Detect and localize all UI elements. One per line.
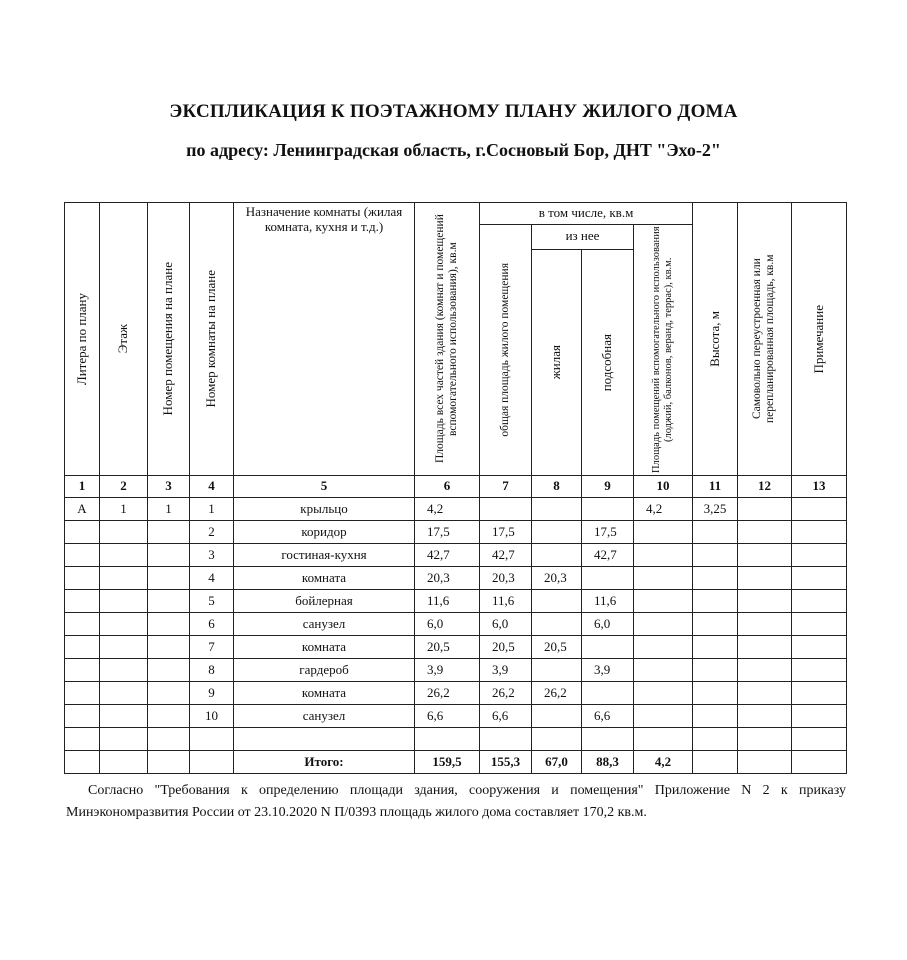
area-note: Согласно "Требования к определению площади здания, сооружения и помещения" Приложение N 2 к приказу Минэкономразвития России от 23.10.2020 N П/0393 площадь жилого дома составляет 170,2 кв.м. xyxy=(66,783,846,820)
table-cell: комната xyxy=(234,567,415,590)
table-cell: крыльцо xyxy=(234,498,415,521)
header-living: жилая xyxy=(532,249,582,475)
table-cell xyxy=(634,590,693,613)
table-cell xyxy=(693,613,738,636)
table-cell xyxy=(693,705,738,728)
table-cell xyxy=(100,682,148,705)
table-cell xyxy=(738,590,792,613)
document-address: по адресу: Ленинградская область, г.Сосновый Бор, ДНТ "Эхо-2" xyxy=(186,140,721,160)
table-cell: 3,9 xyxy=(582,659,634,682)
table-cell xyxy=(100,705,148,728)
table-cell xyxy=(532,521,582,544)
table-cell xyxy=(792,590,847,613)
table-cell: А xyxy=(65,498,100,521)
table-cell xyxy=(634,636,693,659)
table-cell xyxy=(693,659,738,682)
table-cell: 3,25 xyxy=(693,498,738,521)
table-cell xyxy=(693,636,738,659)
table-cell: 42,7 xyxy=(415,544,480,567)
table-cell: 6,0 xyxy=(582,613,634,636)
table-cell xyxy=(65,636,100,659)
table-cell: 1 xyxy=(100,498,148,521)
table-cell xyxy=(532,498,582,521)
table-cell xyxy=(693,521,738,544)
table-cell: комната xyxy=(234,636,415,659)
table-cell: 42,7 xyxy=(480,544,532,567)
table-cell xyxy=(148,659,190,682)
table-cell: 6,6 xyxy=(480,705,532,728)
table-row xyxy=(65,544,847,567)
table-row xyxy=(65,498,847,521)
table-cell xyxy=(148,682,190,705)
table-cell xyxy=(582,636,634,659)
table-cell: 10 xyxy=(190,705,234,728)
table-cell: 8 xyxy=(190,659,234,682)
table-cell xyxy=(792,544,847,567)
table-cell: 1 xyxy=(148,498,190,521)
table-cell: 6 xyxy=(190,613,234,636)
table-cell xyxy=(634,682,693,705)
table-cell xyxy=(148,636,190,659)
document-title: ЭКСПЛИКАЦИЯ К ПОЭТАЖНОМУ ПЛАНУ ЖИЛОГО ДОМА xyxy=(169,101,738,122)
table-cell xyxy=(148,567,190,590)
table-cell: комната xyxy=(234,682,415,705)
table-cell: 26,2 xyxy=(480,682,532,705)
table-cell xyxy=(65,682,100,705)
table-cell xyxy=(100,659,148,682)
table-cell xyxy=(532,728,582,751)
table-cell xyxy=(532,705,582,728)
header-utility: подсобная xyxy=(582,249,634,475)
table-cell xyxy=(634,613,693,636)
table-cell xyxy=(148,728,190,751)
table-cell xyxy=(100,613,148,636)
table-cell: 2 xyxy=(190,521,234,544)
table-row xyxy=(65,659,847,682)
table-cell xyxy=(792,613,847,636)
table-cell xyxy=(634,544,693,567)
table-cell: 6,6 xyxy=(582,705,634,728)
column-number-row: 1 2 3 4 5 6 7 8 9 10 11 12 13 xyxy=(65,476,847,498)
table-cell: 20,3 xyxy=(532,567,582,590)
table-cell xyxy=(480,498,532,521)
header-group-including: в том числе, кв.м xyxy=(480,203,693,225)
table-row xyxy=(65,567,847,590)
table-row xyxy=(65,521,847,544)
header-auxiliary-area: Площадь помещений вспомогательного использования (лоджий, балконов, веранд, террас), кв.м. xyxy=(634,225,693,476)
table-cell: 20,5 xyxy=(532,636,582,659)
table-cell xyxy=(738,659,792,682)
table-cell: 5 xyxy=(190,590,234,613)
table-cell xyxy=(100,728,148,751)
table-cell xyxy=(792,728,847,751)
header-room-number: Номер комнаты на плане xyxy=(190,203,234,476)
table-cell xyxy=(100,544,148,567)
table-cell: 26,2 xyxy=(415,682,480,705)
table-cell: 20,3 xyxy=(415,567,480,590)
table-cell: бойлерная xyxy=(234,590,415,613)
table-cell xyxy=(693,682,738,705)
table-cell xyxy=(480,728,532,751)
table-cell: гардероб xyxy=(234,659,415,682)
explication-table xyxy=(64,202,847,774)
table-cell xyxy=(738,544,792,567)
table-cell xyxy=(100,590,148,613)
table-cell: 17,5 xyxy=(415,521,480,544)
table-cell: гостиная-кухня xyxy=(234,544,415,567)
table-row xyxy=(65,682,847,705)
header-premise-number: Номер помещения на плане xyxy=(148,203,190,476)
table-cell: 20,5 xyxy=(415,636,480,659)
table-cell xyxy=(65,613,100,636)
table-cell xyxy=(738,521,792,544)
table-cell xyxy=(792,705,847,728)
table-cell xyxy=(738,682,792,705)
header-room-purpose: Назначение комнаты (жилая комната, кухня и т.д.) xyxy=(234,203,415,476)
table-cell: 7 xyxy=(190,636,234,659)
table-cell xyxy=(738,567,792,590)
table-cell xyxy=(792,521,847,544)
table-cell xyxy=(792,498,847,521)
header-group-of-it: из нее xyxy=(532,225,634,250)
table-cell xyxy=(738,705,792,728)
table-row xyxy=(65,613,847,636)
header-unauthorized-area: Самовольно переустроенная или перепланированная площадь, кв.м xyxy=(738,203,792,476)
table-cell: коридор xyxy=(234,521,415,544)
table-cell xyxy=(100,567,148,590)
table-cell: санузел xyxy=(234,613,415,636)
table-cell xyxy=(693,567,738,590)
table-cell: 26,2 xyxy=(532,682,582,705)
table-cell xyxy=(65,659,100,682)
header-height: Высота, м xyxy=(693,203,738,476)
table-cell xyxy=(65,590,100,613)
table-cell xyxy=(738,728,792,751)
table-cell xyxy=(582,728,634,751)
table-cell xyxy=(65,705,100,728)
table-cell xyxy=(148,544,190,567)
table-cell xyxy=(792,682,847,705)
table-cell: 42,7 xyxy=(582,544,634,567)
table-cell xyxy=(738,498,792,521)
table-cell xyxy=(634,567,693,590)
table-cell xyxy=(234,728,415,751)
table-cell: 6,0 xyxy=(415,613,480,636)
table-row xyxy=(65,705,847,728)
header-floor: Этаж xyxy=(100,203,148,476)
table-cell xyxy=(792,567,847,590)
total-row: Итого: 159,5 155,3 67,0 88,3 4,2 xyxy=(65,751,847,774)
table-cell: 20,5 xyxy=(480,636,532,659)
table-cell: 9 xyxy=(190,682,234,705)
table-cell: 17,5 xyxy=(582,521,634,544)
table-cell xyxy=(415,728,480,751)
table-cell xyxy=(65,567,100,590)
table-cell xyxy=(100,636,148,659)
table-cell: 4 xyxy=(190,567,234,590)
table-cell xyxy=(792,659,847,682)
table-cell xyxy=(693,728,738,751)
table-cell xyxy=(148,613,190,636)
table-cell: 3,9 xyxy=(415,659,480,682)
table-cell xyxy=(634,521,693,544)
header-litera: Литера по плану xyxy=(65,203,100,476)
table-cell: 4,2 xyxy=(634,498,693,521)
table-cell xyxy=(634,728,693,751)
table-cell: 17,5 xyxy=(480,521,532,544)
table-cell xyxy=(190,728,234,751)
table-cell xyxy=(738,613,792,636)
table-cell: 11,6 xyxy=(480,590,532,613)
table-cell: 3,9 xyxy=(480,659,532,682)
table-cell: 6,6 xyxy=(415,705,480,728)
table-cell xyxy=(148,521,190,544)
table-cell xyxy=(582,682,634,705)
table-cell xyxy=(634,659,693,682)
table-cell xyxy=(693,590,738,613)
table-cell xyxy=(792,636,847,659)
table-row xyxy=(65,590,847,613)
table-cell xyxy=(532,544,582,567)
table-cell xyxy=(148,705,190,728)
table-cell xyxy=(532,613,582,636)
table-cell xyxy=(582,567,634,590)
table-cell xyxy=(65,544,100,567)
header-note: Примечание xyxy=(792,203,847,476)
table-cell xyxy=(532,590,582,613)
table-cell: 3 xyxy=(190,544,234,567)
table-cell: 11,6 xyxy=(582,590,634,613)
table-row xyxy=(65,636,847,659)
table-cell xyxy=(693,544,738,567)
table-row xyxy=(65,728,847,751)
table-cell: 4,2 xyxy=(415,498,480,521)
table-cell xyxy=(148,590,190,613)
header-total-area: Площадь всех частей здания (комнат и помещений вспомогательного использования), кв.м xyxy=(415,203,480,476)
table-cell: 6,0 xyxy=(480,613,532,636)
table-cell: 1 xyxy=(190,498,234,521)
table-cell: 11,6 xyxy=(415,590,480,613)
table-cell xyxy=(100,521,148,544)
table-cell: 20,3 xyxy=(480,567,532,590)
table-cell xyxy=(738,636,792,659)
table-cell: санузел xyxy=(234,705,415,728)
table-cell xyxy=(582,498,634,521)
table-cell xyxy=(634,705,693,728)
table-cell xyxy=(65,728,100,751)
header-living-premise-area: общая площадь жилого помещения xyxy=(480,225,532,476)
table-cell xyxy=(532,659,582,682)
table-cell xyxy=(65,521,100,544)
